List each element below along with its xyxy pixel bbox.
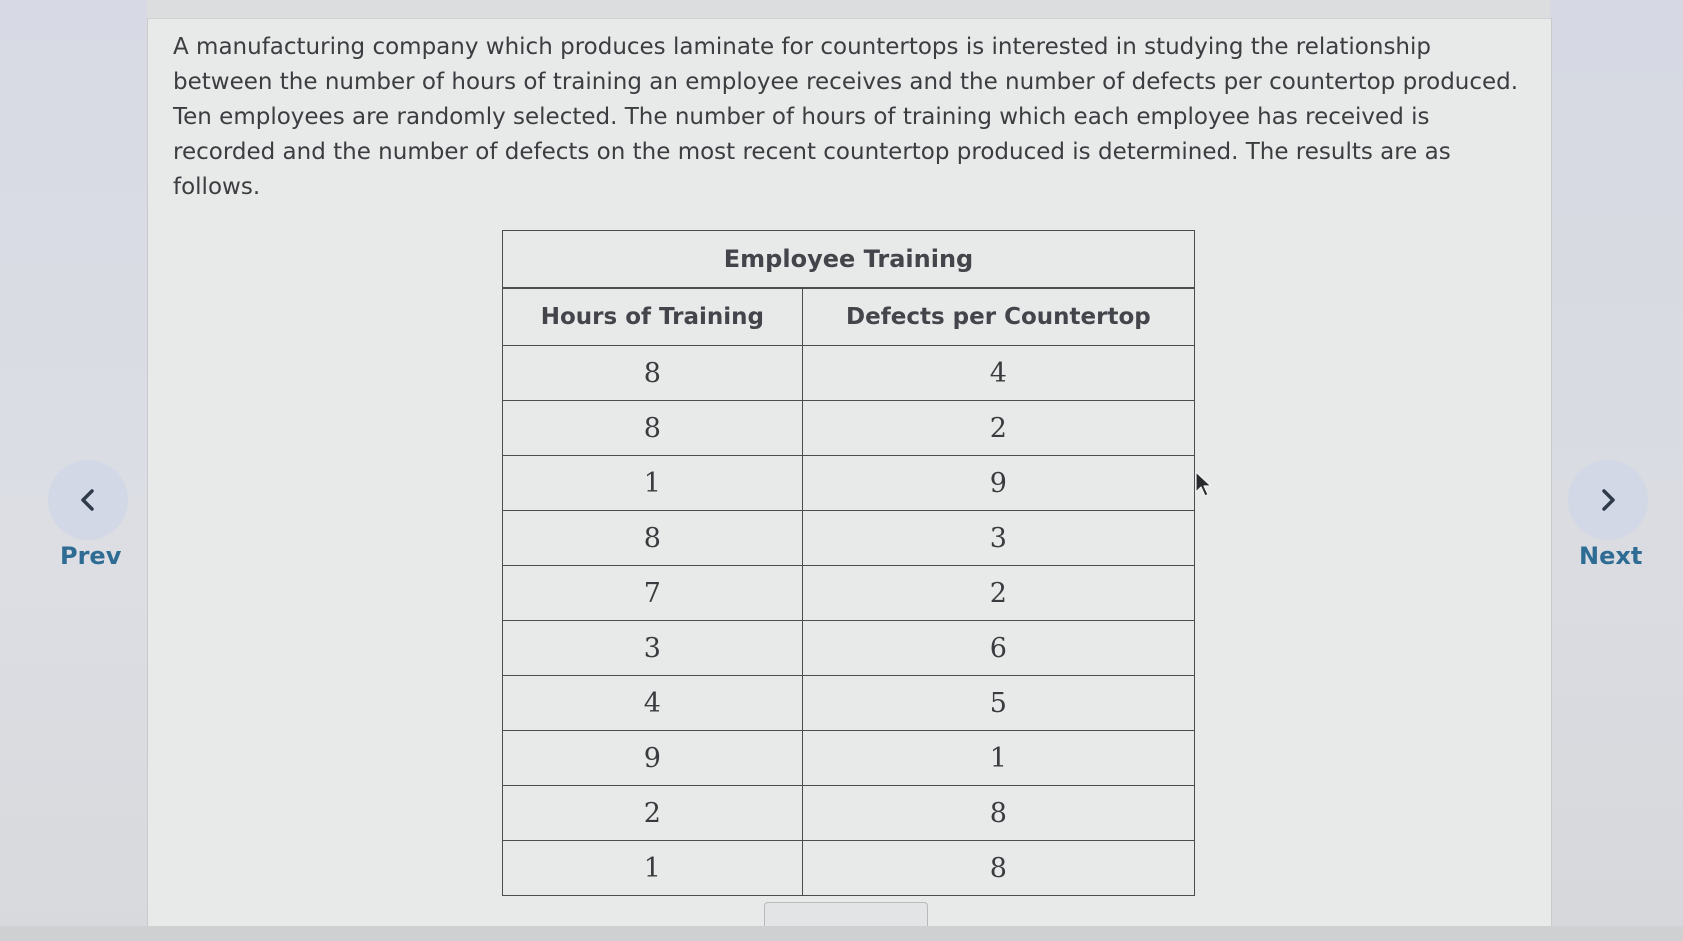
cell-hours: 4 [503,676,803,731]
prev-button[interactable] [48,460,128,540]
bottom-strip [0,926,1683,941]
next-link[interactable]: Next [1579,542,1643,570]
top-strip [147,0,1550,18]
cell-defects: 5 [802,676,1194,731]
employee-training-table [502,230,1195,896]
cell-defects: 1 [802,731,1194,786]
prev-link[interactable]: Prev [60,542,122,570]
table-row [503,401,1195,456]
next-button[interactable] [1568,460,1648,540]
cell-defects: 8 [802,841,1194,896]
cell-defects: 2 [802,401,1194,456]
table-row [503,511,1195,566]
chevron-left-icon [78,487,98,513]
table-row [503,841,1195,896]
table-row [503,456,1195,511]
cell-hours: 2 [503,786,803,841]
table-row [503,346,1195,401]
chevron-right-icon [1598,487,1618,513]
cell-hours: 1 [503,841,803,896]
cell-defects: 8 [802,786,1194,841]
bottom-tab[interactable] [764,902,928,929]
cell-hours: 8 [503,401,803,456]
problem-statement: A manufacturing company which produces laminate for countertops is interested in studying the relationship between the number of hours of training an employee receives and the number of defects per countertop produced. Ten employees are randomly selected. The number of hours of training which each employee has received is recorded and the number of defects on the most recent countertop produced is determined. The results are as follows. [173,34,1519,200]
table-row [503,731,1195,786]
cell-defects: 9 [802,456,1194,511]
mouse-pointer-icon [1194,470,1214,502]
header-defects-per-countertop: Defects per Countertop [802,288,1194,346]
cell-hours: 7 [503,566,803,621]
table-caption: Employee Training [503,231,1195,289]
cell-hours: 1 [503,456,803,511]
cell-hours: 8 [503,346,803,401]
cell-defects: 3 [802,511,1194,566]
cell-defects: 6 [802,621,1194,676]
table-caption-row [503,231,1195,289]
cell-hours: 8 [503,511,803,566]
cell-hours: 9 [503,731,803,786]
header-hours-of-training: Hours of Training [503,288,803,346]
table-row [503,786,1195,841]
cell-defects: 2 [802,566,1194,621]
cell-hours: 3 [503,621,803,676]
table-row [503,566,1195,621]
table-header-row [503,288,1195,346]
table-row [503,676,1195,731]
cell-defects: 4 [802,346,1194,401]
table-row [503,621,1195,676]
